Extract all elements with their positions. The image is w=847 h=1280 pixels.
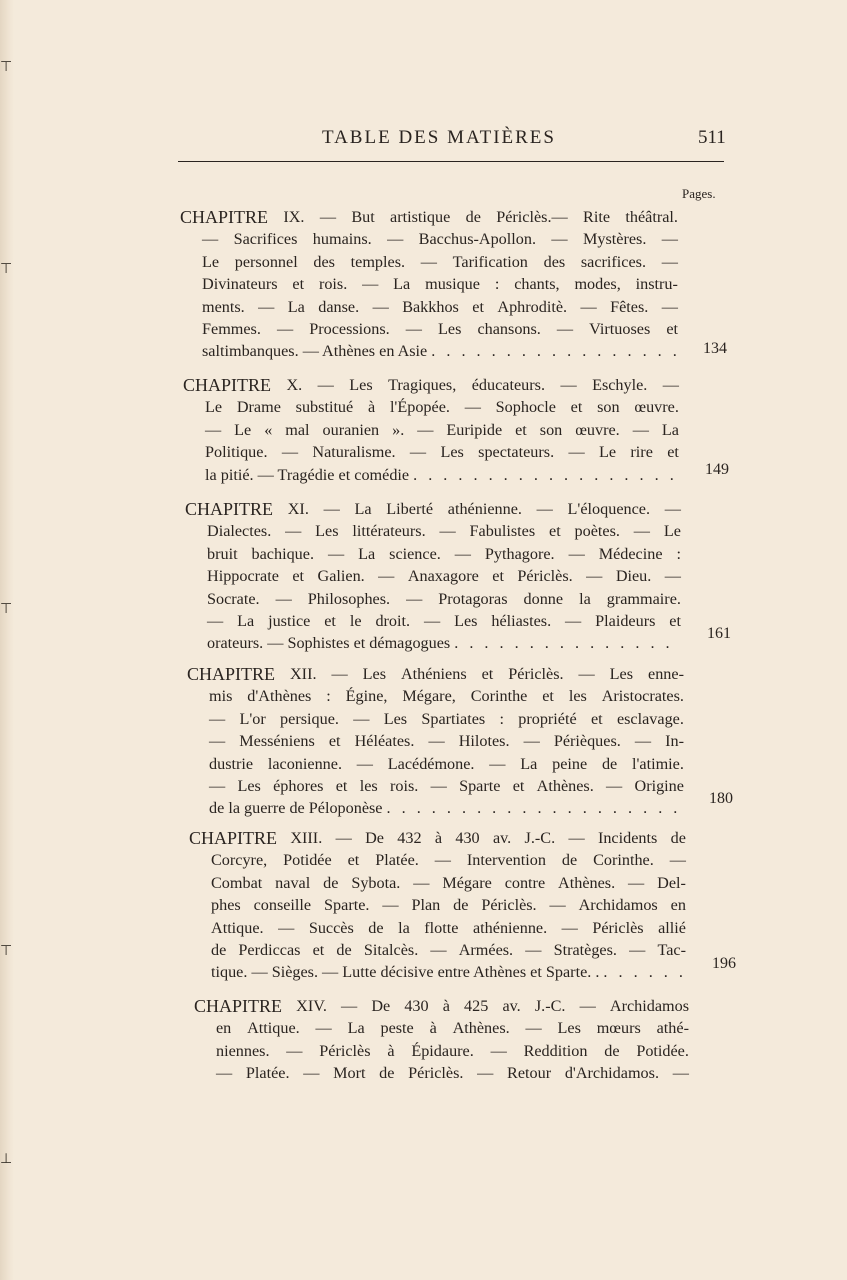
chapter-line: ments. — La danse. — Bakkhos et Aphroditè. — Fêtes. — [202, 297, 678, 316]
binding-mark: ⊥ [0, 1151, 13, 1167]
dot-leader [427, 340, 678, 362]
chapter-entry [183, 374, 679, 486]
chapter-line: mis d'Athènes : Égine, Mégare, Corinthe et les Aristocrates. [209, 687, 684, 706]
binding-mark: ⊤ [0, 261, 13, 277]
dot-leader [599, 961, 686, 983]
chapter-line-text: tique. — Sièges. — Lutte décisive entre Athènes et Sparte. . [211, 963, 600, 982]
header-rule [178, 161, 724, 162]
chapter-line: CHAPITRE IX. — But artistique de Périclès.— Rite théâtral. [180, 207, 678, 227]
chapter-page-number: 196 [712, 955, 736, 972]
chapter-line [183, 464, 679, 486]
chapter-entry [180, 206, 678, 363]
running-title: TABLE DES MATIÈRES [322, 127, 556, 148]
binding-mark: ⊤ [0, 601, 13, 617]
chapter-line: bruit bachique. — La science. — Pythagore. — Médecine : [207, 544, 681, 563]
chapter-line: CHAPITRE XIII. — De 432 à 430 av. J.-C. — Incidents de [189, 828, 686, 848]
chapter-entry [194, 995, 689, 1085]
binding-mark: ⊤ [0, 943, 13, 959]
chapter-line: — Sacrifices humains. — Bacchus-Apollon. — Mystères. — [202, 230, 678, 249]
chapter-line: Politique. — Naturalisme. — Les spectateurs. — Le rire et [205, 443, 679, 462]
pages-column-label: Pages. [682, 186, 716, 201]
chapter-line: — Platée. — Mort de Périclès. — Retour d'Archidamos. — [216, 1064, 689, 1083]
chapter-entry [187, 663, 684, 820]
chapter-line: phes conseille Sparte. — Plan de Périclès. — Archidamos en [211, 896, 686, 915]
chapter-line: Femmes. — Processions. — Les chansons. — Virtuoses et [202, 320, 678, 339]
chapter-line [185, 632, 681, 654]
chapter-line: CHAPITRE XII. — Les Athéniens et Périclès. — Les enne- [187, 664, 684, 684]
chapter-line: Divinateurs et rois. — La musique : chants, modes, instru- [202, 275, 678, 294]
chapter-line: Dialectes. — Les littérateurs. — Fabulistes et poètes. — Le [207, 522, 681, 541]
chapter-line: — La justice et le droit. — Les héliastes. — Plaideurs et [207, 612, 681, 631]
chapter-line: Corcyre, Potidée et Platée. — Intervention de Corinthe. — [211, 851, 686, 870]
chapter-line: Hippocrate et Galien. — Anaxagore et Périclès. — Dieu. — [207, 567, 681, 586]
chapter-line: — Les éphores et les rois. — Sparte et Athènes. — Origine [209, 777, 684, 796]
chapter-page-number: 161 [707, 625, 731, 642]
page-number: 511 [698, 127, 726, 148]
chapter-line: Le personnel des temples. — Tarification des sacrifices. — [202, 252, 678, 271]
chapter-page-number: 134 [703, 340, 727, 357]
chapter-line [189, 961, 686, 983]
chapter-line: de Perdiccas et de Sitalcès. — Armées. — Stratèges. — Tac- [211, 941, 686, 960]
chapter-line: CHAPITRE X. — Les Tragiques, éducateurs. — Eschyle. — [183, 375, 679, 395]
binding-mark: ⊤ [0, 59, 13, 75]
chapter-line: Combat naval de Sybota. — Mégare contre Athènes. — Del- [211, 873, 686, 892]
dot-leader [450, 632, 681, 654]
chapter-entry [189, 827, 686, 984]
chapter-line: Socrate. — Philosophes. — Protagoras donne la grammaire. [207, 589, 681, 608]
chapter-line: — Le « mal ouranien ». — Euripide et son œuvre. — La [205, 420, 679, 439]
chapter-line: CHAPITRE XI. — La Liberté athénienne. — L'éloquence. — [185, 499, 681, 519]
chapter-line: — Messéniens et Héléates. — Hilotes. — Périèques. — In- [209, 732, 684, 751]
chapter-line [180, 340, 678, 362]
chapter-line: niennes. — Périclès à Épidaure. — Reddition de Potidée. [216, 1041, 689, 1060]
chapter-page-number: 149 [705, 461, 729, 478]
chapter-line: CHAPITRE XIV. — De 430 à 425 av. J.-C. — Archidamos [194, 996, 689, 1016]
dot-leader [383, 797, 685, 819]
chapter-line [187, 797, 684, 819]
chapter-line-text: orateurs. — Sophistes et démagogues [207, 634, 451, 653]
chapter-line-text: de la guerre de Péloponèse [209, 799, 383, 818]
chapter-line: Attique. — Succès de la flotte athénienne. — Périclès allié [211, 918, 686, 937]
chapter-line: dustrie laconienne. — Lacédémone. — La peine de l'atimie. [209, 754, 684, 773]
chapter-line: — L'or persique. — Les Spartiates : propriété et esclavage. [209, 709, 684, 728]
chapter-line-text: la pitié. — Tragédie et comédie [205, 465, 410, 484]
chapter-line-text: saltimbanques. — Athènes en Asie [202, 342, 428, 361]
chapter-entry [185, 498, 681, 655]
dot-leader [409, 464, 679, 486]
chapter-line: en Attique. — La peste à Athènes. — Les mœurs athé- [216, 1019, 689, 1038]
chapter-page-number: 180 [709, 790, 733, 807]
chapter-line: Le Drame substitué à l'Épopée. — Sophocle et son œuvre. [205, 398, 679, 417]
page-edge [0, 0, 14, 1280]
